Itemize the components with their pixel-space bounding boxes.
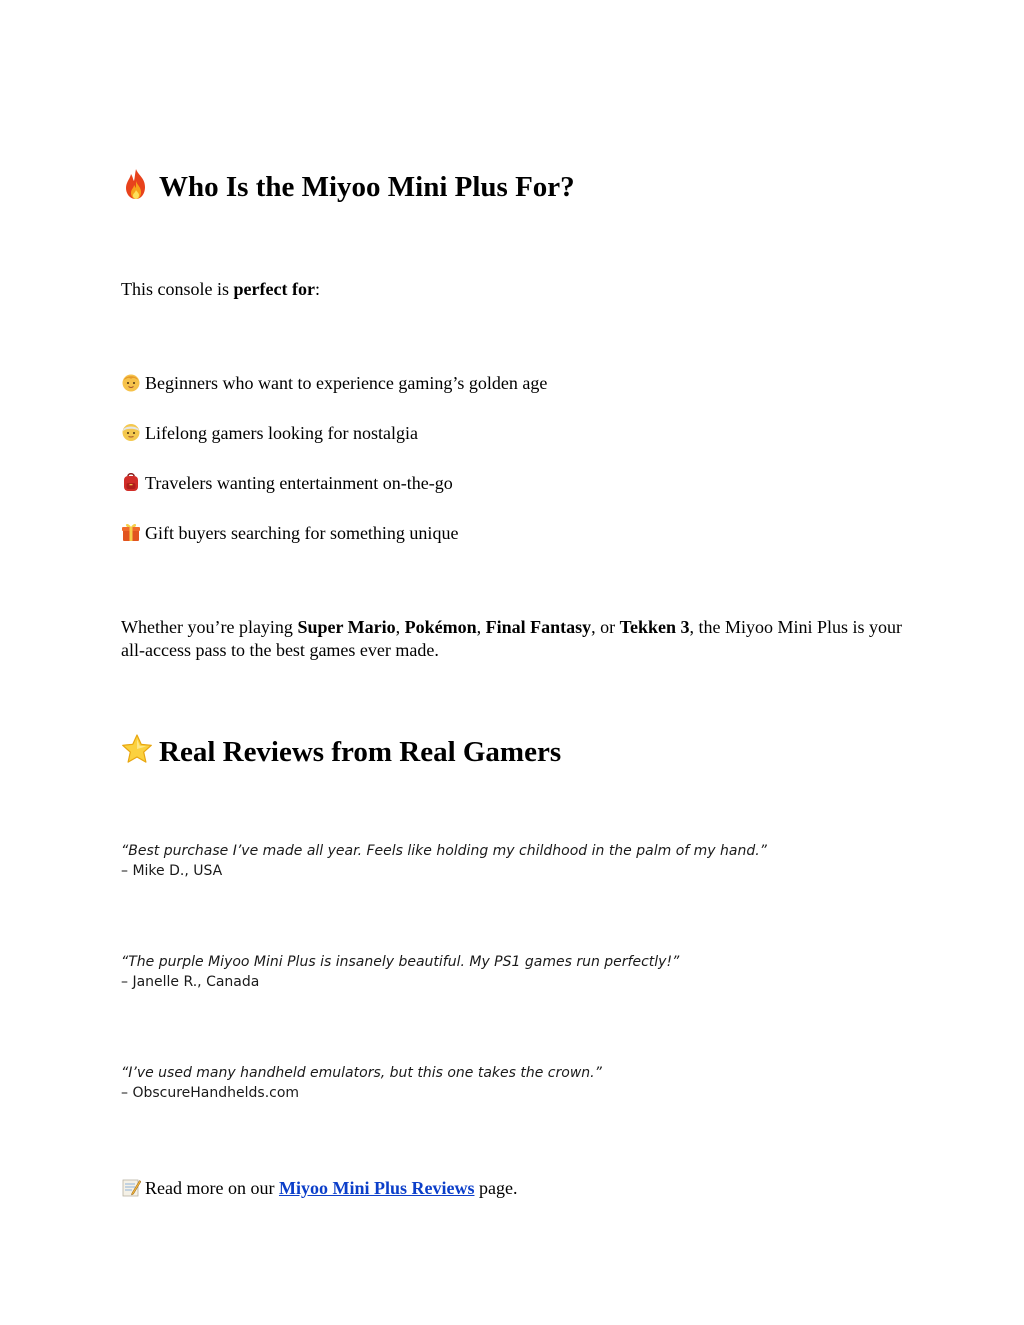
game-title: Final Fantasy (485, 617, 592, 637)
review-author: – Janelle R., Canada (121, 974, 260, 990)
read-more-line (121, 1177, 517, 1199)
review-item (121, 1063, 602, 1103)
read-more-text: Read more on our (145, 1178, 279, 1198)
heading-text: Who Is the Miyoo Mini Plus For? (159, 171, 575, 203)
memo-icon (121, 1177, 141, 1197)
review-item (121, 841, 767, 881)
review-author: – Mike D., USA (121, 863, 223, 879)
list-item-text: Lifelong gamers looking for nostalgia (145, 423, 418, 443)
intro-line (121, 278, 320, 301)
review-quote: “Best purchase I’ve made all year. Feels like holding my childhood in the palm of my hand.” (121, 843, 767, 859)
intro-text: This console is (121, 279, 234, 299)
paragraph-text: , or (591, 617, 620, 637)
paragraph-text: Whether you’re playing (121, 617, 298, 637)
games-paragraph (121, 616, 911, 662)
baby-face-icon (121, 372, 141, 392)
heading-text: Real Reviews from Real Gamers (159, 736, 562, 768)
list-item-text: Beginners who want to experience gaming’s golden age (145, 373, 548, 393)
list-item-text: Travelers wanting entertainment on-the-go (145, 473, 453, 493)
game-title: Super Mario (297, 617, 396, 637)
reviews-page-link[interactable]: Miyoo Mini Plus Reviews (278, 1178, 475, 1198)
list-item (121, 422, 418, 444)
paragraph-text: , (395, 617, 405, 637)
review-author: – ObscureHandhelds.com (121, 1085, 300, 1101)
paragraph-text: , the Miyoo Mini Plus is your all-access pass to the best games ever made. (121, 617, 903, 660)
game-title: Tekken 3 (619, 617, 690, 637)
backpack-icon (121, 472, 141, 492)
review-quote: “The purple Miyoo Mini Plus is insanely beautiful. My PS1 games run perfectly!” (121, 954, 680, 970)
review-quote: “I’ve used many handheld emulators, but this one takes the crown.” (121, 1065, 602, 1081)
section-heading-reviews (121, 733, 561, 770)
star-icon (121, 733, 153, 765)
list-item-text: Gift buyers searching for something unique (145, 523, 459, 543)
intro-emphasis: perfect for (233, 279, 315, 299)
older-person-face-icon (121, 422, 141, 442)
read-more-suffix: page. (474, 1178, 518, 1198)
review-item (121, 952, 679, 992)
paragraph-text: , (476, 617, 486, 637)
intro-colon: : (314, 279, 320, 299)
fire-icon (121, 168, 153, 200)
gift-icon (121, 522, 141, 542)
list-item (121, 472, 453, 494)
list-item (121, 372, 547, 394)
section-heading-who-is-it-for (121, 168, 575, 205)
list-item (121, 522, 458, 544)
game-title: Pokémon (404, 617, 477, 637)
